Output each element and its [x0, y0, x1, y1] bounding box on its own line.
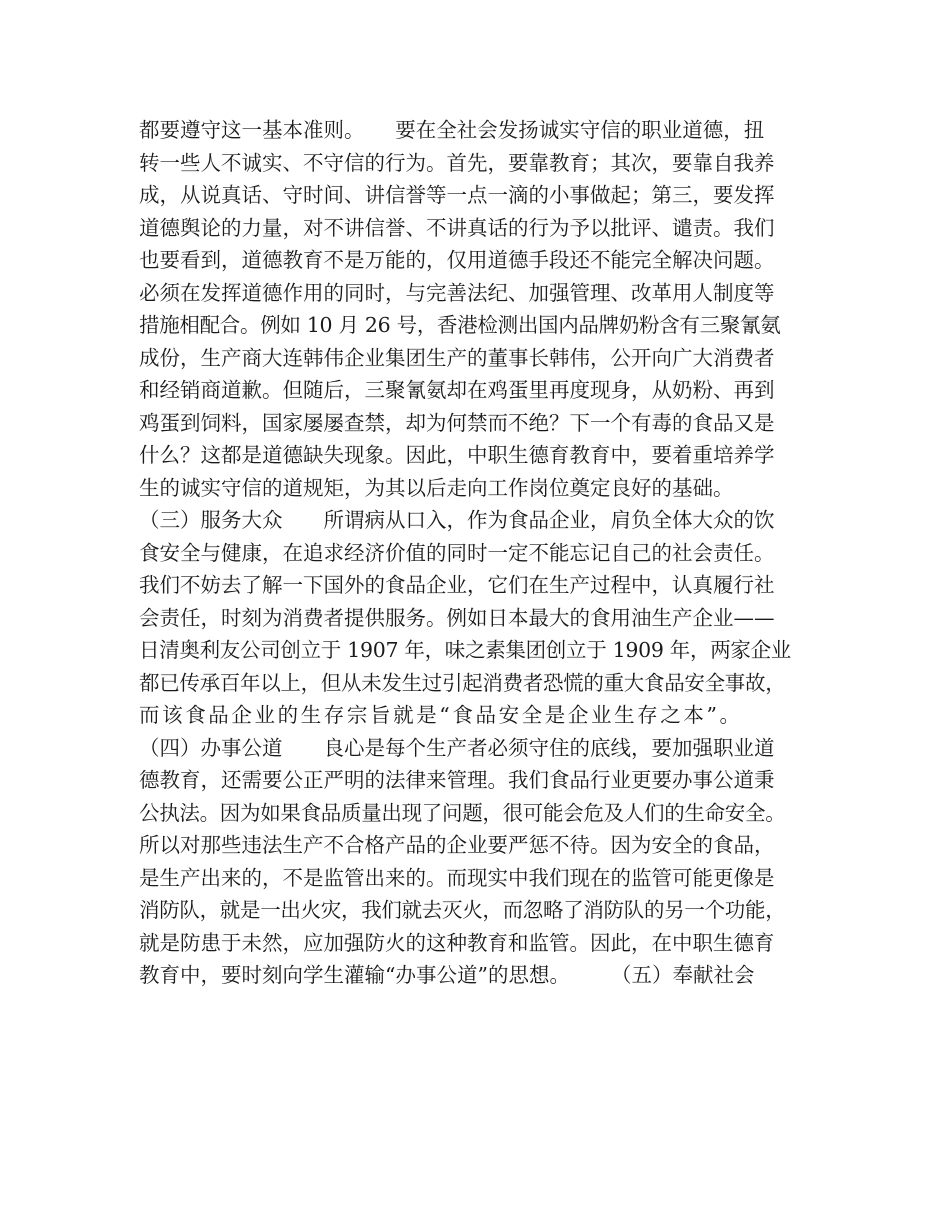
text-line: 道德舆论的力量，对不讲信誉、不讲真话的行为予以批评、谴责。我们 — [139, 215, 775, 240]
text-line: 都要遵守这一基本准则。 要在全社会发扬诚实守信的职业道德，扭 — [139, 118, 765, 142]
text-line: 措施相配合。例如 10 月 26 号，香港检测出国内品牌奶粉含有三聚氰氨 — [139, 313, 781, 337]
text-line: 公执法。因为如果食品质量出现了问题，很可能会危及人们的生命安全。 — [139, 800, 786, 825]
text-line: 会责任，时刻为消费者提供服务。例如日本最大的食用油生产企业—— — [139, 605, 775, 630]
text-line: 我们不妨去了解一下国外的食品企业，它们在生产过程中，认真履行社 — [139, 573, 775, 597]
text-line: 都已传承百年以上，但从未发生过引起消费者恐慌的重大食品安全事故， — [139, 670, 786, 695]
body-text — [139, 114, 829, 992]
text-line: 必须在发挥道德作用的同时，与完善法纪、加强管理、改革用人制度等 — [139, 280, 775, 305]
text-line: 和经销商道歉。但随后，三聚氰氨却在鸡蛋里再度现身，从奶粉、再到 — [139, 378, 775, 402]
text-line: 而该食品企业的生存宗旨就是“食品安全是企业生存之本”。 — [139, 703, 743, 727]
text-line: 消防队，就是一出火灾，我们就去灭火，而忽略了消防队的另一个功能， — [139, 898, 786, 922]
text-line: 也要看到，道德教育不是万能的，仅用道德手段还不能完全解决问题。 — [139, 248, 775, 272]
text-line: 成，从说真话、守时间、讲信誉等一点一滴的小事做起；第三，要发挥 — [139, 183, 775, 207]
text-line: 德教育，还需要公正严明的法律来管理。我们食品行业更要办事公道秉 — [139, 768, 775, 792]
text-line: 什么？这都是道德缺失现象。因此，中职生德育教育中，要着重培养学 — [139, 443, 775, 467]
text-line: 日清奥利友公司创立于 1907 年，味之素集团创立于 1909 年，两家企业 — [139, 638, 792, 662]
text-line: 鸡蛋到饲料，国家屡屡查禁，却为何禁而不绝？下一个有毒的食品又是 — [139, 410, 775, 435]
text-line: 成份，生产商大连韩伟企业集团生产的董事长韩伟，公开向广大消费者 — [139, 345, 775, 370]
text-line: 所以对那些违法生产不合格产品的企业要严惩不待。因为安全的食品， — [139, 833, 775, 857]
section-heading-line: 教育中，要时刻向学生灌输“办事公道”的思想。 （五）奉献社会 — [139, 963, 755, 987]
text-line: 就是防患于未然，应加强防火的这种教育和监管。因此，在中职生德育 — [139, 930, 775, 955]
text-line: 转一些人不诚实、不守信的行为。首先，要靠教育；其次，要靠自我养 — [139, 150, 775, 175]
section-heading-line: （三）服务大众 所谓病从口入，作为食品企业，肩负全体大众的饮 — [139, 508, 775, 532]
text-line: 生的诚实守信的道规矩，为其以后走向工作岗位奠定良好的基础。 — [139, 475, 734, 500]
text-line: 食安全与健康，在追求经济价值的同时一定不能忘记自己的社会责任。 — [139, 540, 775, 565]
text-line: 是生产出来的，不是监管出来的。而现实中我们现在的监管可能更像是 — [139, 865, 775, 890]
section-heading-line: （四）办事公道 良心是每个生产者必须守住的底线，要加强职业道 — [139, 735, 775, 760]
